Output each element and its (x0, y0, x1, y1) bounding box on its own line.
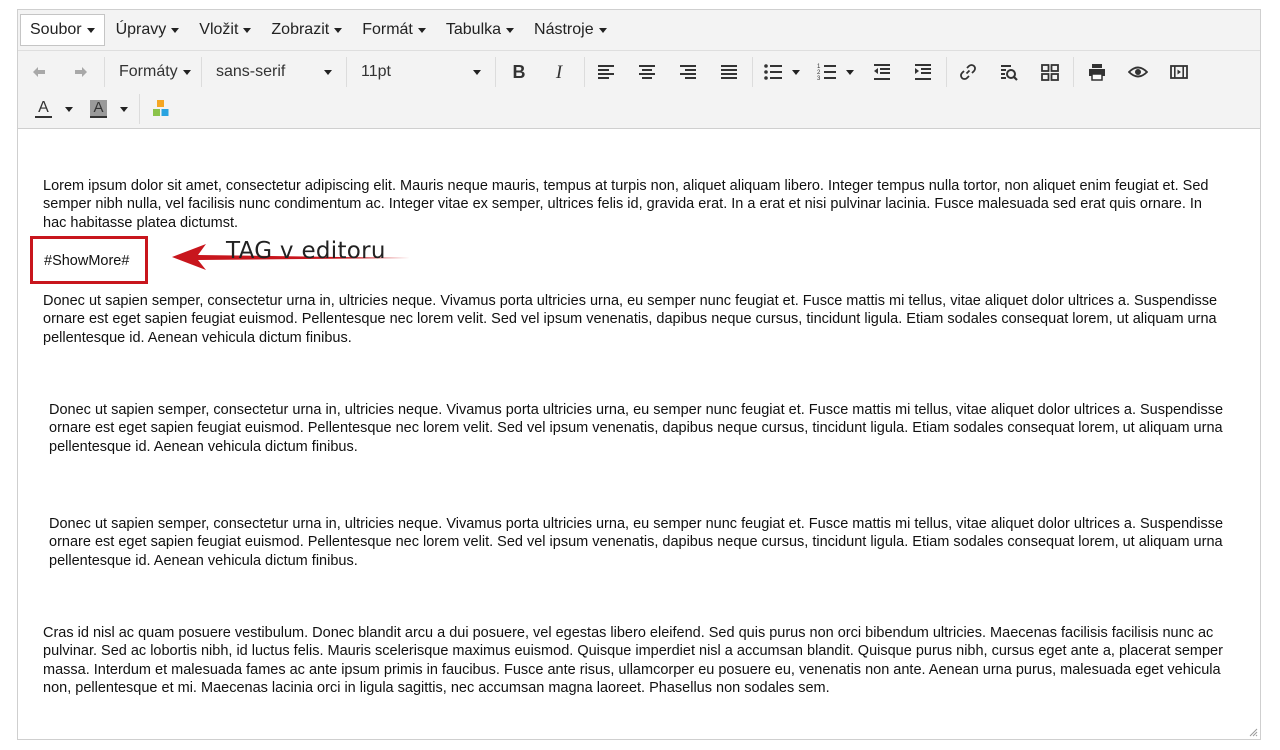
paragraph-1: Lorem ipsum dolor sit amet, consectetur adipiscing elit. Mauris neque mauris, tempus at turpis non, aliquet aliquam libero. Integer tempus nulla tortor, non aliquet enim feugiat et. Sed semper nibh nulla, vel facilisis nunc condimentum ac. Integer vitae ex semper, ultrices felis id, gravida erat. In a erat et nisi pulvinar lacinia. Fusce malesuada sed erat quis ornare. In hac habitasse platea dictumst. (43, 178, 1209, 231)
menubar (18, 10, 1260, 51)
menu-label: Soubor (30, 21, 82, 38)
chevron-down-icon (599, 28, 607, 33)
toolbar-separator (201, 57, 202, 87)
menu-nastroje[interactable] (525, 14, 616, 46)
align-right-icon (678, 62, 698, 82)
chevron-down-icon (792, 70, 800, 75)
redo-icon (71, 62, 91, 82)
indent-button[interactable] (906, 56, 940, 88)
resize-handle-icon[interactable] (1248, 727, 1258, 737)
template-button[interactable] (1033, 56, 1067, 88)
menu-soubor[interactable] (20, 14, 105, 46)
print-icon (1087, 62, 1107, 82)
color-blocks-icon (151, 99, 171, 119)
chevron-down-icon (324, 70, 332, 75)
font-size-dropdown[interactable] (351, 56, 491, 88)
editor-content[interactable] (18, 130, 1260, 739)
italic-icon (549, 62, 569, 82)
rich-text-editor (17, 9, 1261, 740)
svg-text:3: 3 (816, 76, 820, 82)
align-left-icon (596, 62, 616, 82)
italic-button[interactable] (542, 56, 576, 88)
menu-tabulka[interactable] (437, 14, 523, 46)
print-button[interactable] (1080, 56, 1114, 88)
toolbar (18, 51, 1260, 129)
font-size-value: 11pt (361, 63, 391, 80)
menu-format[interactable] (353, 14, 435, 46)
indent-icon (913, 62, 933, 82)
media-film-icon (1169, 62, 1189, 82)
menu-label: Formát (362, 21, 413, 38)
search-replace-button[interactable] (992, 56, 1026, 88)
chevron-down-icon (183, 70, 191, 75)
undo-button[interactable] (22, 56, 56, 88)
toolbar-separator (346, 57, 347, 87)
align-justify-icon (719, 62, 739, 82)
media-button[interactable] (1162, 56, 1196, 88)
svg-text:1: 1 (816, 64, 820, 70)
toolbar-separator (1073, 57, 1074, 87)
chevron-down-icon (334, 28, 342, 33)
menu-label: Nástroje (534, 21, 594, 38)
font-family-dropdown[interactable] (206, 56, 342, 88)
toolbar-separator (584, 57, 585, 87)
align-center-icon (637, 62, 657, 82)
toolbar-separator (139, 94, 140, 124)
highlight-icon: A (90, 100, 106, 118)
chevron-down-icon (243, 28, 251, 33)
chevron-down-icon (506, 28, 514, 33)
link-icon (958, 62, 978, 82)
align-center-button[interactable] (630, 56, 664, 88)
bullet-list-button[interactable] (757, 56, 805, 88)
formats-dropdown[interactable] (109, 56, 197, 88)
paragraph-4: Donec ut sapien semper, consectetur urna in, ultricies neque. Vivamus porta ultricies urna, eu semper nunc feugiat et. Fusce mattis mi tellus, vitae aliquet dolor ultrices a. Suspendisse ornare est eget sapien feugiat euismod. Pellentesque nec lorem velit. Sed vel ipsum venenatis, dapibus neque cursus, tincidunt ligula. Etiam sodales consequat lorem, ut aliquam urna pellentesque id. Aenean vehicula dictum finibus. (49, 516, 1224, 569)
menu-zobrazit[interactable] (262, 14, 351, 46)
paragraph-5: Cras id nisl ac quam posuere vestibulum. Donec blandit arcu a dui posuere, vel egestas libero eleifend. Sed quis purus non orci bibendum ultricies. Maecenas facilisis facilisis nunc ac pulvinar. Sed ac lobortis nibh, id luctus felis. Mauris scelerisque maximus euismod. Quisque imperdiet nisl a accumsan blandit. Quisque purus nibh, cursus eget ante a, placerat semper massa. Interdum et malesuada fames ac ante ipsum primis in faucibus. Fusce ante risus, ullamcorper eu posuere eu, venenatis non ante. Aenean urna purus, malesuada eget vehicula non, pellentesque et mi. Maecenas lacinia orci in ligula sagittis, nec accumsan magna laoreet. Phasellus non sodales sem. (43, 625, 1223, 696)
font-family-value: sans-serif (216, 63, 286, 80)
chevron-down-icon (846, 70, 854, 75)
toolbar-separator (946, 57, 947, 87)
menu-label: Úpravy (115, 21, 167, 38)
link-button[interactable] (951, 56, 985, 88)
toolbar-separator (752, 57, 753, 87)
formats-label: Formáty (119, 63, 178, 80)
undo-icon (29, 62, 49, 82)
svg-text:I: I (555, 62, 563, 82)
annotation-label: TAG v editoru (226, 238, 386, 264)
menu-upravy[interactable] (107, 14, 189, 46)
bold-icon (509, 62, 529, 82)
numbered-list-icon (817, 62, 837, 82)
chevron-down-icon (473, 70, 481, 75)
chevron-down-icon (171, 28, 179, 33)
svg-text:B: B (512, 62, 526, 82)
highlight-color-button[interactable] (85, 93, 133, 125)
outdent-button[interactable] (865, 56, 899, 88)
chevron-down-icon (418, 28, 426, 33)
chevron-down-icon (65, 107, 73, 112)
svg-text:2: 2 (816, 70, 820, 76)
menu-label: Tabulka (445, 21, 502, 38)
toolbar-row-1 (18, 53, 1196, 91)
justify-button[interactable] (712, 56, 746, 88)
chevron-down-icon (120, 107, 128, 112)
redo-button[interactable] (64, 56, 98, 88)
plugin-button[interactable] (144, 93, 178, 125)
outdent-icon (872, 62, 892, 82)
align-left-button[interactable] (589, 56, 623, 88)
search-replace-icon (999, 62, 1019, 82)
menu-label: Vložit (199, 21, 239, 38)
toolbar-row-2 (18, 90, 178, 128)
bullet-list-icon (763, 62, 783, 82)
preview-button[interactable] (1121, 56, 1155, 88)
bold-button[interactable] (502, 56, 536, 88)
menu-vlozit[interactable] (190, 14, 260, 46)
toolbar-separator (104, 57, 105, 87)
align-right-button[interactable] (671, 56, 705, 88)
paragraph-2: Donec ut sapien semper, consectetur urna in, ultricies neque. Vivamus porta ultricies urna, eu semper nunc feugiat et. Fusce mattis mi tellus, vitae aliquet dolor ultrices a. Suspendisse ornare est eget sapien feugiat euismod. Pellentesque nec lorem velit. Sed vel ipsum venenatis, dapibus neque cursus, tincidunt ligula. Etiam sodales consequat lorem, ut aliquam urna pellentesque id. Aenean vehicula dictum finibus. (43, 293, 1218, 346)
chevron-down-icon (87, 28, 95, 33)
paragraph-3: Donec ut sapien semper, consectetur urna in, ultricies neque. Vivamus porta ultricies urna, eu semper nunc feugiat et. Fusce mattis mi tellus, vitae aliquet dolor ultrices a. Suspendisse ornare est eget sapien feugiat euismod. Pellentesque nec lorem velit. Sed vel ipsum venenatis, dapibus neque cursus, tincidunt ligula. Etiam sodales consequat lorem, ut aliquam urna pellentesque id. Aenean vehicula dictum finibus. (49, 402, 1224, 455)
toolbar-separator (495, 57, 496, 87)
showmore-tag: #ShowMore# (44, 253, 130, 269)
template-grid-icon (1040, 62, 1060, 82)
menu-label: Zobrazit (271, 21, 330, 38)
text-color-icon: A (35, 100, 52, 118)
numbered-list-button[interactable] (811, 56, 859, 88)
preview-eye-icon (1128, 62, 1148, 82)
text-color-button[interactable] (30, 93, 78, 125)
